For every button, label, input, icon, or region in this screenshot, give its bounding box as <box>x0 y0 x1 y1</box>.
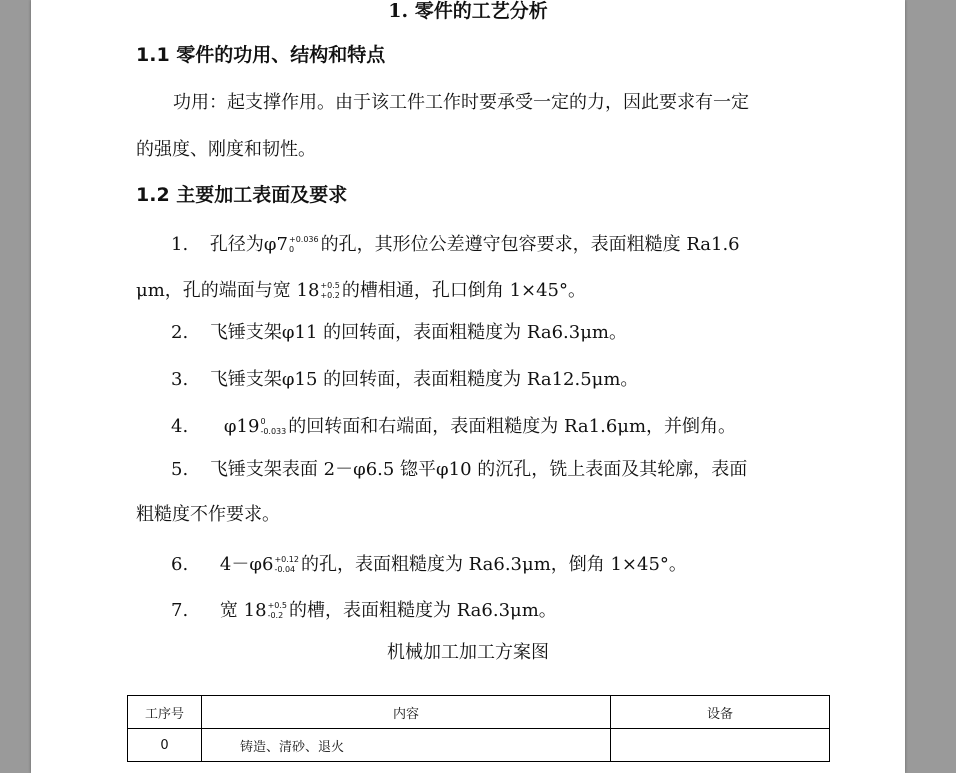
list-item-7: 7. 宽 18 +0.5 -0.2 的槽，表面粗糙度为 Ra6.3μm。 <box>171 600 557 621</box>
header-cell: 设备 <box>611 696 830 729</box>
section-title: 1. 零件的工艺分析 <box>388 0 548 22</box>
paragraph-function-line2: 的强度、刚度和韧性。 <box>136 139 316 160</box>
heading-1-1: 1.1 零件的功用、结构和特点 <box>136 44 386 66</box>
heading-1-2: 1.2 主要加工表面及要求 <box>136 184 348 206</box>
list-item-3: 3. 飞锤支架φ15 的回转面，表面粗糙度为 Ra12.5μm。 <box>171 369 639 390</box>
table-caption: 机械加工加工方案图 <box>387 642 549 663</box>
tolerance-label: 0 -0.033 <box>260 417 287 436</box>
table-cell: 铸造、清砂、退火 <box>202 729 611 762</box>
list-item-5: 5. 飞锤支架表面 2－φ6.5 锪平φ10 的沉孔，铣上表面及其轮廓，表面 <box>171 459 748 480</box>
tolerance-label: +0.036 0 <box>288 235 319 254</box>
header-cell: 内容 <box>202 696 611 729</box>
table-header-row <box>128 696 830 729</box>
paragraph-function-line1: 功用：起支撑作用。由于该工件工作时要承受一定的力，因此要求有一定 <box>173 92 749 113</box>
list-item-4: 4. φ19 0 -0.033 的回转面和右端面，表面粗糙度为 Ra1.6μm，并倒角。 <box>171 416 737 437</box>
tolerance-label: +0.5 -0.2 <box>267 601 287 620</box>
list-item-2: 2. 飞锤支架φ11 的回转面，表面粗糙度为 Ra6.3μm。 <box>171 322 627 343</box>
tolerance-label: +0.12 -0.04 <box>274 555 299 574</box>
list-item-6: 6. 4－φ6 +0.12 -0.04 的孔，表面粗糙度为 Ra6.3μm，倒角 1×45°。 <box>171 554 687 575</box>
process-table <box>127 695 830 762</box>
tolerance-label: +0.5 +0.2 <box>320 281 340 300</box>
table-cell: 0 <box>128 729 202 762</box>
document-page <box>31 0 905 773</box>
item-number: 1. <box>171 234 189 255</box>
list-item-1: 1. 孔径为φ7 +0.036 0 的孔，其形位公差遵守包容要求，表面粗糙度 Ra1.6 <box>171 234 740 255</box>
table-cell <box>611 729 830 762</box>
list-item-1-line2: μm，孔的端面与宽 18 +0.5 +0.2 的槽相通，孔口倒角 1×45°。 <box>136 280 587 301</box>
table-row <box>128 729 830 762</box>
list-item-5-line2: 粗糙度不作要求。 <box>136 504 280 525</box>
header-cell: 工序号 <box>128 696 202 729</box>
